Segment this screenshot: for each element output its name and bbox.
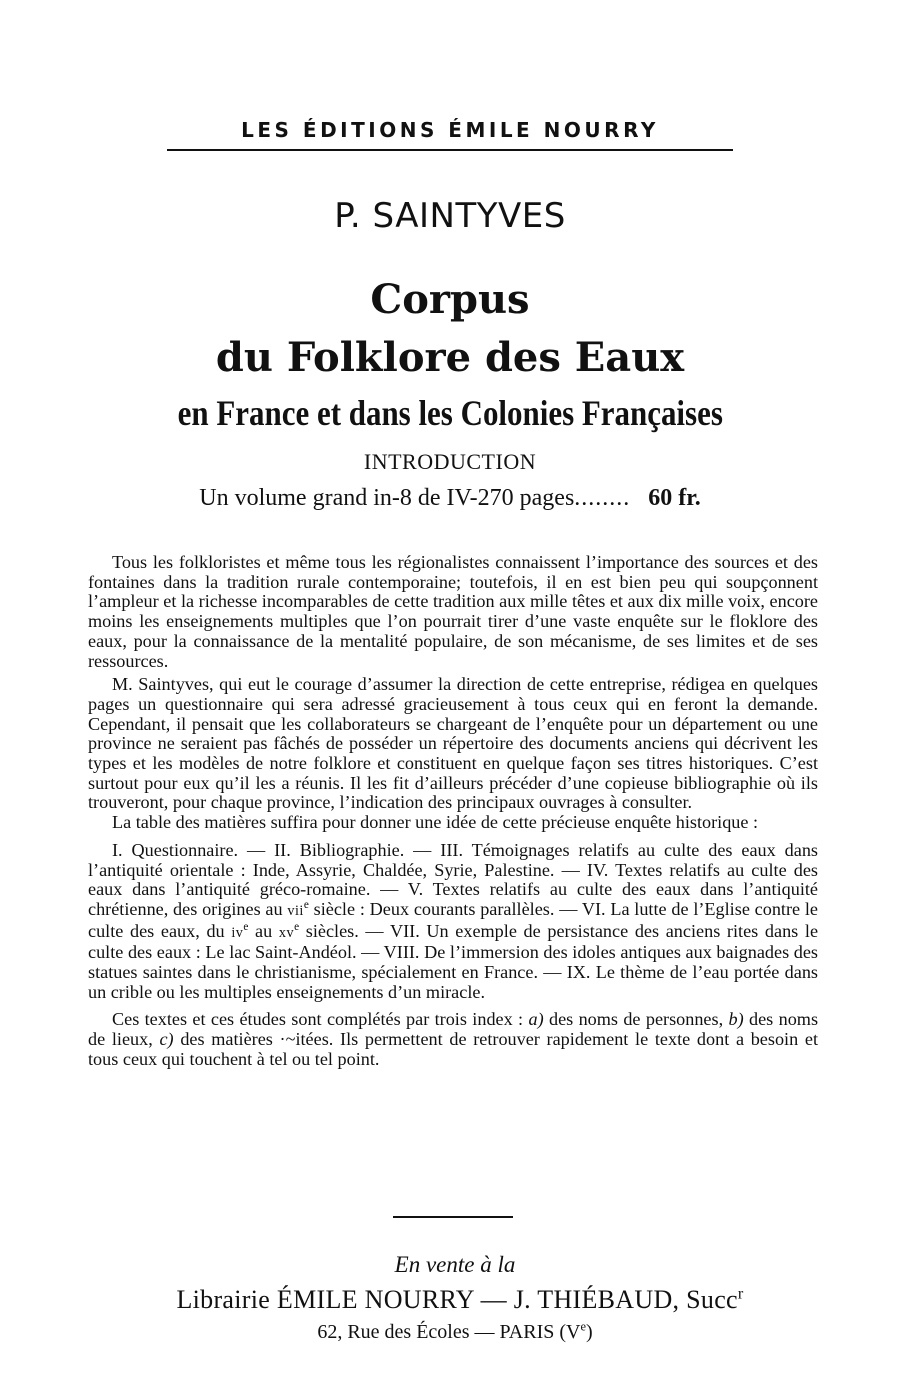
toc-part3: au (248, 920, 273, 941)
century-xv: xv (278, 924, 295, 941)
paragraph-intro: Tous les folkloristes et même tous les régionalistes connaissent l’importance des sources et des fontaines dans la tradition rurale contemporaine; toutefois, il en est bien peu qui soupçonnent l’ampleur et la richesse incomparables de cette tradition aux mille têtes et aux dix mille voix, encore moins les enseignements multiples que l’on pourrait tirer d’une vaste enquête sur le floklore des eaux, pour la connaissance de la mentalité populaire, de son mécanisme, de ses limites et de ses ressources. (88, 552, 818, 671)
indexes-part3: des noms de lieux, (88, 1009, 819, 1050)
toc-part2: siècle : Deux courants parallèles. — VI. La lutte de l’Eglise contre le culte des eaux, du (88, 898, 818, 941)
paragraph-table-of-contents (88, 841, 818, 1003)
bookshop-text: Librairie ÉMILE NOURRY — J. THIÉBAUD, Succ (176, 1285, 738, 1314)
volume-description: Un volume grand in-8 de IV-270 pages (199, 485, 575, 511)
address-text: 62, Rue des Écoles — PARIS (V (317, 1321, 581, 1343)
author-name: P. SAINTYVES (334, 196, 566, 236)
paragraph-table-intro: La table des matières suffira pour donner une idée de cette précieuse enquête historique : (112, 812, 759, 833)
price: 60 fr. (648, 485, 701, 511)
address-sup: e (580, 1319, 586, 1334)
toc-part4: siècles. — VII. Un exemple de persistance des anciens rites dans le culte des eaux : Le lac Saint-Andéol. — VIII. De l’immersion des idoles antiques aux baignades des statues saintes dans le christianisme, spécialement en France. — IX. Le thème de l’eau portée dans un crible ou les multiples enseignements d’un miracle. (88, 920, 819, 1002)
book-title-line3: en France et dans les Colonies Françaises (177, 393, 723, 433)
indexes-part2: des noms de personnes, (543, 1009, 724, 1030)
address-end: ) (585, 1321, 593, 1343)
toc-part1: I. Questionnaire. — II. Bibliographie. — III. Témoignages relatifs au culte des eaux dans l’antiquité orientale : Inde, Assyrie, Chaldée, Syrie, Palestine. — IV. Textes relatifs au culte des eaux dans l’antiquité gréco-romaine. — V. Textes relatifs au culte des eaux dans l’antiquité chrétienne, des origines au (88, 839, 818, 919)
description-text (88, 553, 818, 1070)
sale-line: En vente à la (394, 1252, 516, 1277)
volume-line (0, 485, 900, 512)
bookshop-address (0, 1321, 900, 1344)
century-xv-sup: e (294, 920, 300, 933)
bookshop-sup: r (737, 1285, 744, 1303)
century-iv: iv (231, 924, 244, 941)
publisher-header: LES ÉDITIONS ÉMILE NOURRY (241, 118, 659, 142)
book-title-line2: du Folklore des Eaux (215, 334, 685, 381)
paragraph-saintyves: M. Saintyves, qui eut le courage d’assumer la direction de cette entreprise, rédigea en quelques pages un questionnaire qui sera adressé gracieusement à tous ceux qui en feront la demande. Cependant, il pensait que les collaborateurs se chargeant de l’enquête pour un département ou une province ne seraient pas fâchés de posséder un répertoire des documents anciens qui décrivent les types et les modèles de notre folklore et constituent en quelque façon ses titres historiques. C’est surtout pour eux qu’il les a réunis. Il les fit d’ailleurs précéder d’une copieuse bibliographie où ils trouveront, pour chaque province, l’indication des principaux ouvrages à consulter. (88, 674, 818, 813)
indexes-part1: Ces textes et ces études sont complétés par trois index : (112, 1009, 524, 1030)
century-vii-sup: e (303, 898, 309, 911)
indexes-part4: des matières ·~itées. Ils permettent de retrouver rapidement le texte dont a besoin et tous ceux qui touchent à tel ou tel point. (88, 1029, 819, 1069)
header-rule (167, 149, 733, 151)
bookshop-name (0, 1285, 900, 1315)
century-vii: vii (287, 902, 304, 919)
book-title-line1: Corpus (370, 276, 530, 323)
book-subtitle: INTRODUCTION (363, 449, 537, 474)
volume-dots: ........ (574, 485, 631, 511)
index-c-marker: c) (159, 1029, 174, 1050)
paragraph-indexes (88, 1010, 818, 1069)
separator-rule (393, 1216, 513, 1218)
index-a-marker: a) (528, 1009, 544, 1030)
index-b-marker: b) (728, 1009, 744, 1030)
century-iv-sup: e (243, 920, 249, 933)
